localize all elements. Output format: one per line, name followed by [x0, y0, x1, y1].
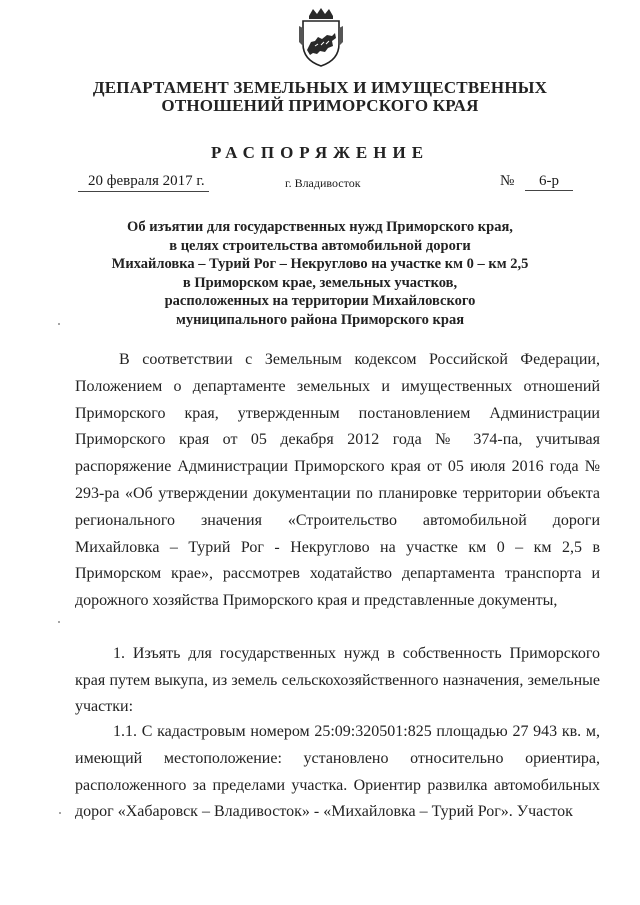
- department-name-line1: ДЕПАРТАМЕНТ ЗЕМЕЛЬНЫХ И ИМУЩЕСТВЕННЫХ: [92, 78, 548, 97]
- scan-speck: [58, 621, 60, 623]
- preamble-paragraph: В соответствии с Земельным кодексом Российской Федерации, Положением о департаменте земельных и имущественных отношений Приморского края, утвержденным постановлением Администрации Приморского края от 05 декабря 2012 года № 374-па, учитывая распоряжение Администрации Приморского края от 05 июля 2016 года № 293-ра «Об утверждении документации по планировке территории объекта регионального значения «Строительство автомобильной дороги Михайловка – Турий Рог - Некруглово на участке км 0 – км 2,5 в Приморском крае», рассмотрев ходатайство департамента транспорта и дорожного хозяйства Приморского края и представленные документы,: [75, 351, 600, 610]
- scan-speck: [59, 812, 61, 814]
- clause-1-paragraph: 1. Изъять для государственных нужд в собственность Приморского края путем выкупа, из земель сельскохозяйственного назначения, земельные участки:: [75, 645, 600, 715]
- subject-line: муниципального района Приморского края: [175, 311, 465, 328]
- document-city: г. Владивосток: [285, 176, 361, 190]
- subject-line: расположенных на территории Михайловского: [164, 293, 476, 310]
- coat-of-arms-icon: [295, 6, 347, 68]
- department-name-line2: ОТНОШЕНИЙ ПРИМОРСКОГО КРАЯ: [161, 96, 479, 115]
- subject-line: Михайловка – Турий Рог – Некруглово на участке км 0 – км 2,5: [111, 256, 529, 273]
- subject-line: в целях строительства автомобильной дороги: [169, 237, 471, 254]
- clause-1-1-paragraph: 1.1. С кадастровым номером 25:09:320501:825 площадью 27 943 кв. м, имеющий местоположение: установлено относительно ориентира, расположенного за пределами участка. Ориентир развилка автомобильных дорог «Хабаровск – Владивосток» - «Михайловка – Турий Рог». Участок: [75, 723, 600, 821]
- document-number-label: №: [500, 173, 515, 189]
- document-date: 20 февраля 2017 г.: [78, 173, 209, 192]
- document-subject: [100, 218, 540, 330]
- document-meta-row: [0, 173, 640, 195]
- document-type-title: РАСПОРЯЖЕНИЕ: [210, 143, 430, 162]
- document-number: 6-р: [525, 173, 573, 191]
- subject-line: в Приморском крае, земельных участков,: [182, 274, 458, 291]
- scan-speck: [58, 323, 60, 325]
- subject-line: Об изъятии для государственных нужд Приморского края,: [127, 219, 513, 235]
